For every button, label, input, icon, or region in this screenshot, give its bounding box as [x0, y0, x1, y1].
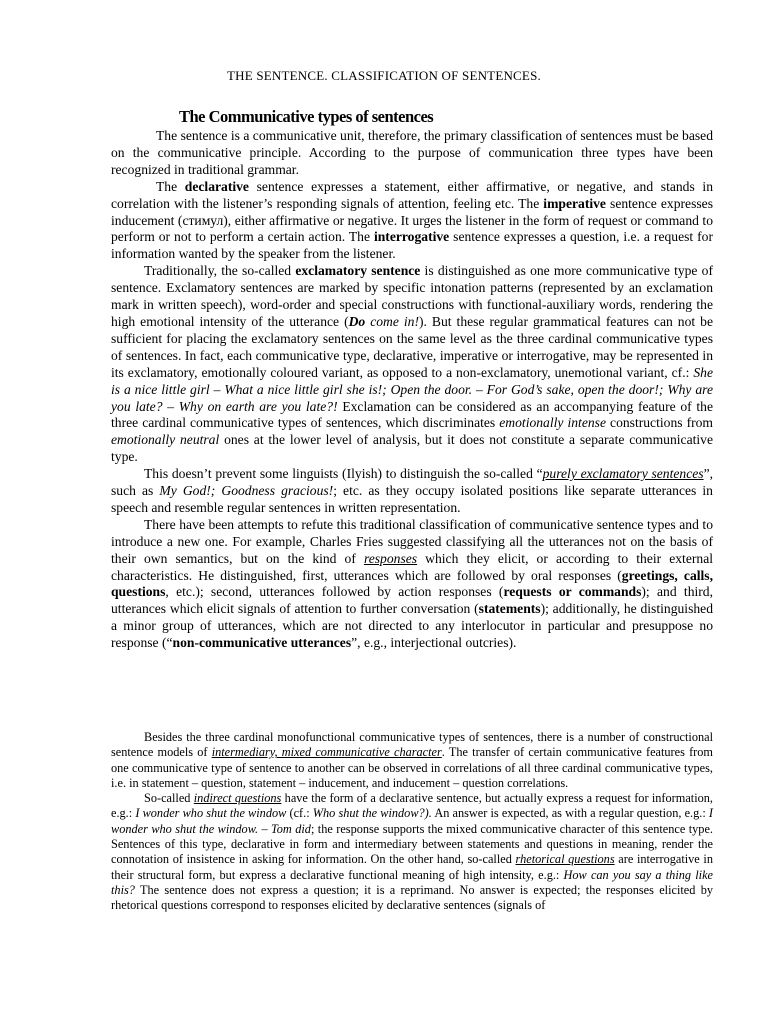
- bold-term: Do: [348, 313, 366, 329]
- text-run: So-called: [144, 791, 194, 806]
- bold-term: interrogative: [373, 229, 450, 245]
- bold-term: exclamatory sentence: [295, 263, 421, 279]
- text-run: This doesn’t prevent some linguists (Ilyish) to distinguish the so-called “: [144, 466, 543, 482]
- bold-term: requests or commands: [503, 584, 642, 600]
- underlined-term: responses: [363, 550, 418, 566]
- text-run: ; the response supports the mixed communicative character of this sentence type. Sentences of this type, declarative in form and intermediary between statements and questions in meaning, render the connotation of insistence in asking for information. On the other hand, so-called: [111, 821, 713, 867]
- text-run: An answer is expected, as with a regular question, e.g.:: [431, 806, 709, 821]
- paragraph: [111, 128, 713, 179]
- underlined-term: intermediary, mixed communicative character: [211, 745, 442, 760]
- text-run: ones at the lower level of analysis, but it does not constitute a separate communicative type.: [111, 432, 713, 465]
- text-run: is distinguished as one more communicative type of sentence. Exclamatory sentences are marked by specific intonation patterns (represented by an exclamation mark in written speech), word-order and special constructions with functional-auxiliary words, rendering the high emotional intensity of the utterance (: [111, 263, 714, 329]
- underlined-term: rhetorical questions: [515, 852, 615, 867]
- paragraph: [111, 730, 713, 791]
- bold-term: greetings, calls, questions: [111, 567, 713, 600]
- paragraph: [111, 517, 713, 652]
- text-run: are interrogative in their structural form, but express a declarative functional meaning of high intensity, e.g.:: [111, 852, 713, 882]
- underlined-term: indirect questions: [193, 791, 282, 806]
- italic-example: I wonder who shut the window. – Tom did: [111, 806, 714, 836]
- bold-term: declarative: [184, 178, 249, 194]
- text-run: sentence expresses inducement (стимул), either affirmative or negative. It urges the listener in the form of request or command to perform or not to perform a certain action. The: [111, 195, 713, 245]
- text-run: ; etc. as they occupy isolated positions like separate utterances in speech and resemble regular sentences in written representation.: [111, 483, 713, 515]
- italic-example: I wonder who shut the window: [135, 806, 287, 821]
- text-run: constructions from: [606, 415, 713, 431]
- italic-example: emotionally intense: [499, 415, 606, 431]
- text-run: ”, e.g., interjectional outcries).: [351, 635, 517, 651]
- text-run: ); additionally, he distinguished a minor group of utterances, which are not directed to any interlocutor in particular and presuppose no response (“: [111, 601, 713, 651]
- bold-term: non-communicative utterances: [172, 635, 352, 651]
- text-run: Exclamation can be considered as an accompanying feature of the three cardinal communicative types of sentences, which discriminates: [111, 398, 714, 431]
- text-run: have the form of a declarative sentence, but actually express a request for information, e.g.:: [111, 791, 713, 821]
- main-text-block: [111, 128, 713, 652]
- text-run: which they elicit, or according to their external characteristics. He distinguished, first, utterances which are followed by oral responses (: [111, 550, 714, 583]
- italic-example: emotionally neutral: [111, 432, 220, 448]
- underlined-term: purely exclamatory sentences: [542, 466, 704, 482]
- text-run: The: [156, 178, 185, 194]
- text-run: Besides the three cardinal monofunctional communicative types of sentences, there is a number of constructional sentence models of: [111, 730, 713, 760]
- paragraph: [111, 466, 713, 517]
- page-title: THE SENTENCE. CLASSIFICATION OF SENTENCES.: [227, 68, 541, 83]
- text-run: ”, such as: [111, 466, 713, 499]
- text-run: The sentence does not express a question; it is a reprimand. No answer is expected; the responses elicited by rhetorical questions correspond to responses elicited by declarative sentences (signals of: [111, 882, 713, 913]
- text-run: Traditionally, the so-called: [144, 263, 296, 279]
- italic-example: Who shut the window?).: [312, 806, 432, 821]
- text-run: (cf.:: [286, 806, 313, 821]
- italic-example: How can you say a thing like this?: [111, 867, 713, 897]
- text-run: ); and third, utterances which elicit signals of attention to further conversation (: [111, 584, 713, 617]
- text-run: sentence expresses a question, i.e. a request for information wanted by the speaker from the listener.: [111, 229, 713, 262]
- text-run: The sentence is a communicative unit, therefore, the primary classification of sentences must be based on the communicative principle. According to the purpose of communication three types have been recognized in traditional grammar.: [111, 128, 713, 177]
- italic-example: come in!: [365, 313, 419, 329]
- paragraph: [111, 179, 713, 264]
- italic-example: My God!; Goodness gracious!: [159, 483, 334, 499]
- text-run: , etc.); second, utterances followed by action responses (: [165, 584, 504, 600]
- bold-term: imperative: [543, 195, 606, 211]
- text-run: . The transfer of certain communicative features from one communicative type of sentence to another can be observed in correlations of all three cardinal communicative types, i.e. in statement – question, statement – inducement, and inducement – question correlations.: [111, 745, 713, 790]
- text-run: sentence expresses a statement, either affirmative, or negative, and stands in correlation with the listener’s responding signals of attention, feeling etc. The: [111, 178, 713, 211]
- paragraph: [111, 263, 713, 466]
- italic-example: She is a nice little girl – What a nice little girl she is!; Open the door. – For God’s sake, open the door!; Why are you late? – Why on earth are you late?!: [111, 364, 713, 414]
- bold-term: statements: [478, 601, 541, 617]
- section-heading: The Communicative types of sentences: [179, 107, 434, 126]
- secondary-text-block: [111, 730, 713, 914]
- paragraph: [111, 791, 713, 913]
- text-run: There have been attempts to refute this traditional classification of communicative sentence types and to introduce a new one. For example, Charles Fries suggested classifying all the utterances not on the basis of their own semantics, but on the kind of: [111, 516, 713, 566]
- text-run: ). But these regular grammatical features can not be sufficient for placing the exclamatory sentences on the same level as the three cardinal communicative types of sentences. In fact, each communicative type, declarative, imperative or interrogative, may be represented in its exclamatory, emotionally coloured variant, as opposed to a non-exclamatory, unemotional variant, cf.:: [111, 313, 713, 380]
